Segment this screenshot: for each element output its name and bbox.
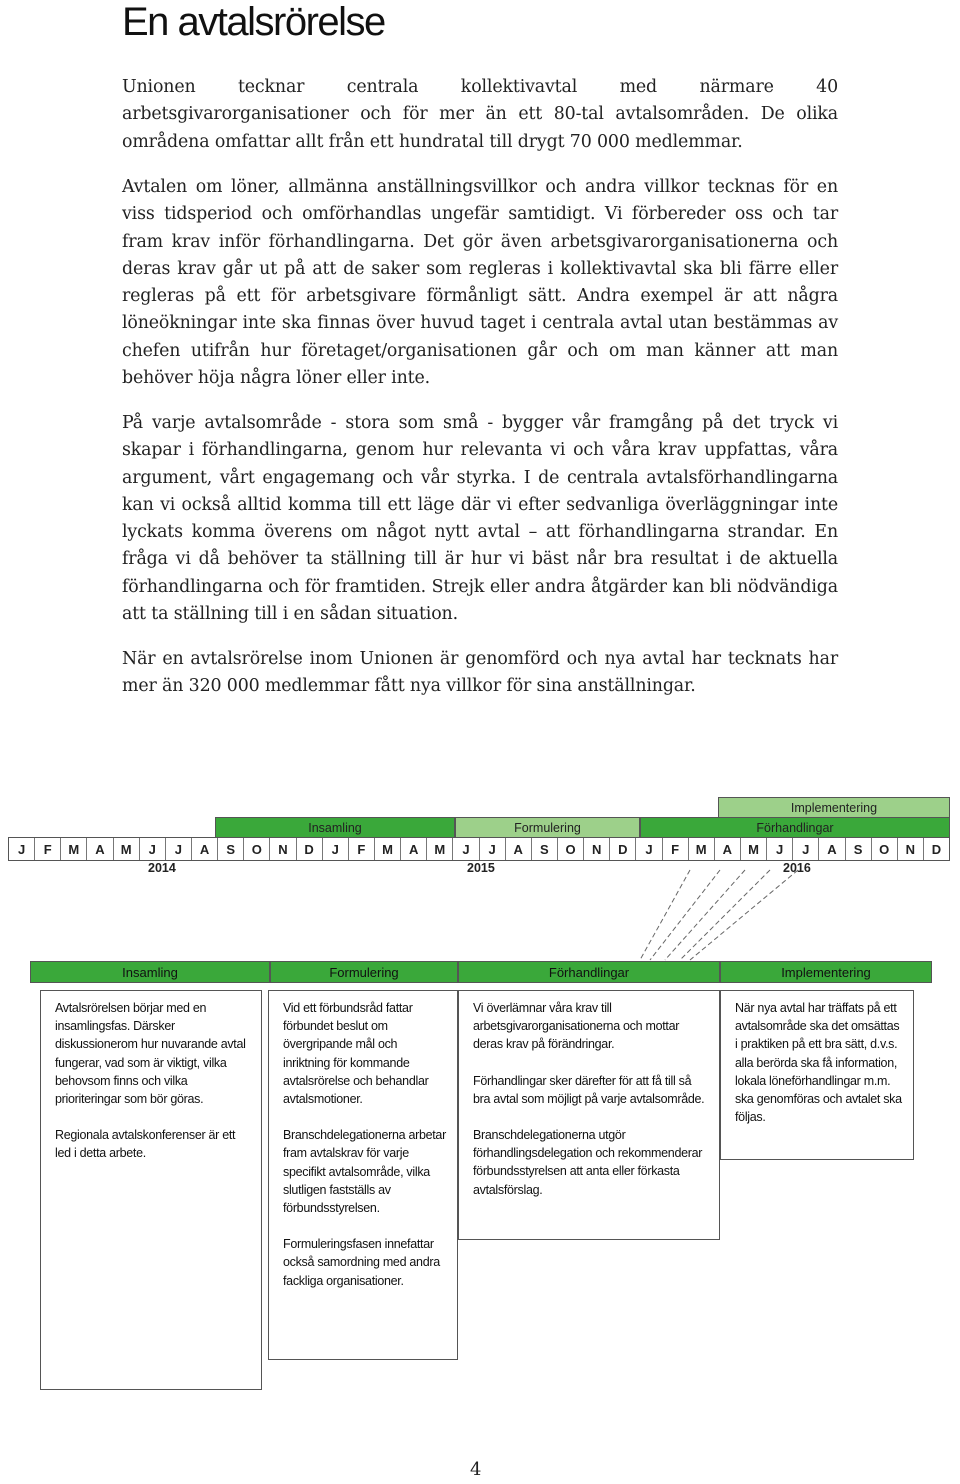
- column-paragraph: Vi överlämnar våra krav till arbetsgivarorganisationerna och mottar deras krav på förändringar.: [473, 1001, 680, 1052]
- result-paragraph: När en avtalsrörelse inom Unionen är genomförd och nya avtal har tecknats har mer än 320 000 medlemmar fått nya villkor för sina anställningar.: [122, 649, 838, 697]
- column-formulering: [268, 990, 458, 1360]
- month-cell: M: [61, 838, 87, 860]
- month-cell: M: [375, 838, 401, 860]
- month-cell: A: [192, 838, 218, 860]
- column-paragraph: Formuleringsfasen innefattar också samordning med andra fackliga organisationer.: [283, 1237, 440, 1288]
- pressure-paragraph: På varje avtalsområde - stora som små - bygger vår framgång på det tryck vi skapar i förhandlingarna, genom hur relevanta vi och våra krav uppfattas, våra argument, vårt engagemang och vår styrka. I de centrala avtalsförhandlingarna kan vi också alltid komma till ett läge där vi efter sedvanliga överläggningar inte lyckats komma överens om något nytt avtal – att förhandlingarna strandar. En fråga vi då behöver ta ställning till är hur vi bäst når bra resultat i de aktuella förhandlingarna och för framtiden. Strejk eller andra åtgärder kan bli nödvändiga att ta ställning till i en sådan situation.: [122, 413, 838, 625]
- month-cell: S: [218, 838, 244, 860]
- month-cell: F: [349, 838, 375, 860]
- month-cell: F: [35, 838, 61, 860]
- column-paragraph: Förhandlingar sker därefter för att få till så bra avtal som möjligt på varje avtalsområde.: [473, 1073, 705, 1106]
- month-cell: S: [532, 838, 558, 860]
- column-paragraph: Regionala avtalskonferenser är ett led i detta arbete.: [55, 1128, 236, 1161]
- month-cell: D: [610, 838, 636, 860]
- month-cell: O: [244, 838, 270, 860]
- month-cell: S: [846, 838, 872, 860]
- month-cell: F: [663, 838, 689, 860]
- page-title: En avtalsrörelse: [122, 0, 385, 44]
- year-label-2015: 2015: [467, 861, 495, 875]
- month-cell: J: [767, 838, 793, 860]
- month-cell: A: [401, 838, 427, 860]
- negotiation-paragraph: Avtalen om löner, allmänna anställningsvillkor och andra villkor tecknas för en viss tidsperiod och omförhandlas ungefär samtidigt. Vi förbereder oss och tar fram krav inför förhandlingarna. Det gör även arbetsgivarorganisationerna och deras krav går ut på att de saker som regleras i kollektivavtal ska bli färre eller regleras på ett för arbetsgivare förmånligt sätt. Andra exempel är att några löneökningar inte ska finnas över huvud taget i centrala avtal utan bestämmas av chefen utifrån hur företaget/organisationen går och om man känner att man behöver höja några löner eller inte.: [122, 177, 838, 389]
- month-cell: N: [584, 838, 610, 860]
- column-forhandlingar: [458, 990, 720, 1240]
- month-cell: D: [931, 841, 942, 857]
- month-cell: N: [898, 838, 924, 860]
- timeline-phase-label: Förhandlingar: [756, 820, 834, 835]
- month-cell: J: [453, 838, 479, 860]
- column-paragraph: Branschdelegationerna arbetar fram avtalskrav för varje specifikt avtalsområde, vilka slutligen fastställs av förbundsstyrelsen.: [283, 1128, 446, 1216]
- month-cell: M: [114, 838, 140, 860]
- column-paragraph: Vid ett förbundsråd fattar förbundet beslut om övergripande mål och inriktning för kommande avtalsrörelse och behandlar avtalsmotioner.: [283, 1001, 429, 1107]
- column-heading-formulering: Formulering: [270, 961, 458, 983]
- column-paragraph: Branschdelegationerna utgör förhandlingsdelegation och rekommenderar förbundsstyrelsen att anta eller förkasta avtalsförslag.: [473, 1128, 703, 1197]
- month-cell: J: [323, 838, 349, 860]
- month-cell: J: [166, 838, 192, 860]
- month-cell: M: [689, 838, 715, 860]
- month-cell: A: [87, 838, 113, 860]
- year-label-2014: 2014: [148, 861, 176, 875]
- month-cell: J: [9, 838, 35, 860]
- column-heading-forhandlingar: Förhandlingar: [458, 961, 720, 983]
- month-cell: O: [558, 838, 584, 860]
- column-implementering: [720, 990, 914, 1160]
- month-cell: N: [270, 838, 296, 860]
- month-cell: D: [297, 838, 323, 860]
- month-cell: J: [140, 838, 166, 860]
- column-paragraph: Avtalsrörelsen börjar med en insamlingsfas. Därsker diskussionerom hur nuvarande avtal fungerar, vad som är viktigt, vilka behovsom finns och vilka prioriteringar som bör göras.: [55, 1001, 246, 1107]
- timeline-phase-label: Insamling: [308, 820, 362, 835]
- column-heading-insamling: Insamling: [30, 961, 270, 983]
- column-heading-implementering: Implementering: [720, 961, 932, 983]
- month-cell: O: [872, 838, 898, 860]
- month-cell: A: [819, 838, 845, 860]
- intro-paragraph: Unionen tecknar centrala kollektivavtal med närmare 40 arbetsgivarorganisationer och för mer än ett 80-tal avtalsområden. De olika områdena omfattar allt från ett hundratal till drygt 70 000 medlemmar.: [122, 77, 838, 152]
- month-cell: J: [480, 838, 506, 860]
- timeline-phase-label: Implementering: [790, 800, 878, 815]
- month-cell: M: [741, 838, 767, 860]
- month-cell: J: [636, 838, 662, 860]
- column-insamling: [40, 990, 262, 1390]
- year-label-2016: 2016: [783, 861, 811, 875]
- column-paragraph: När nya avtal har träffats på ett avtalsområde ska det omsättas i praktiken på ett bra sätt, d.v.s. alla berörda ska få information, lokala löneförhandlingar m.m. ska genomföras och avtalet ska följas.: [735, 1001, 902, 1125]
- month-cell: M: [427, 838, 453, 860]
- month-cell: A: [506, 838, 532, 860]
- month-cell: J: [793, 838, 819, 860]
- timeline-phase-label: Formulering: [514, 820, 581, 835]
- month-cell: A: [715, 838, 741, 860]
- page-number: 4: [470, 1459, 482, 1480]
